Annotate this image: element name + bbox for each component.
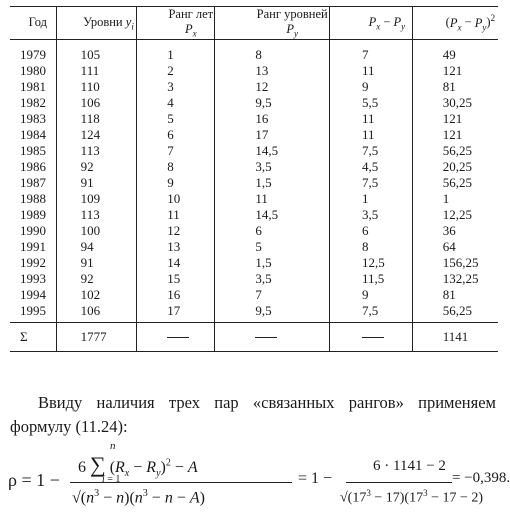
cell-rank-level: 8 xyxy=(215,39,330,63)
cell-year: 1984 xyxy=(10,127,56,143)
cell-rank-year: 3 xyxy=(137,79,215,95)
cell-year: 1985 xyxy=(10,143,56,159)
table-row xyxy=(10,79,498,95)
cell-rank-level: 11 xyxy=(215,191,330,207)
cell-rank-diff-sq: 56,25 xyxy=(412,143,498,159)
cell-year: 1994 xyxy=(10,287,56,303)
cell-rank-level: 5 xyxy=(215,239,330,255)
cell-rank-diff: 9 xyxy=(330,79,413,95)
formula-lhs: ρ = 1 − xyxy=(8,470,60,490)
formula-sum-bottom: i = 1 xyxy=(102,474,121,485)
col-header-levels: Уровни $y_i$ xyxy=(56,7,137,40)
table-row xyxy=(10,255,498,271)
rank-table xyxy=(10,6,498,352)
formula-den1: $√(n^3 - n)(n^3 - n - A)$ xyxy=(72,488,205,507)
table-row xyxy=(10,303,498,323)
formula-den2: $√(17^3 - 17)(17^3 - 17 - 2)$ xyxy=(340,488,484,506)
formula-num2: 6 · 1141 − 2 xyxy=(373,458,446,474)
cell-rank-level: 14,5 xyxy=(215,143,330,159)
col-header-year: Год xyxy=(10,7,56,40)
cell-rank-diff: 7,5 xyxy=(330,303,413,323)
sum-levels: 1777 xyxy=(56,322,137,351)
cell-level: 94 xyxy=(56,239,137,255)
cell-rank-diff: 9 xyxy=(330,287,413,303)
spearman-formula xyxy=(8,440,500,524)
table-row xyxy=(10,143,498,159)
cell-rank-level: 9,5 xyxy=(215,303,330,323)
cell-rank-diff-sq: 12,25 xyxy=(412,207,498,223)
table-sum-row xyxy=(10,322,498,351)
cell-rank-level: 3,5 xyxy=(215,159,330,175)
cell-rank-year: 12 xyxy=(137,223,215,239)
cell-rank-diff-sq: 30,25 xyxy=(412,95,498,111)
cell-rank-level: 1,5 xyxy=(215,255,330,271)
cell-rank-diff: 5,5 xyxy=(330,95,413,111)
table-row xyxy=(10,127,498,143)
sum-rank-diff-sq: 1141 xyxy=(412,322,498,351)
cell-level: 106 xyxy=(56,303,137,323)
cell-rank-diff: 8 xyxy=(330,239,413,255)
cell-year: 1986 xyxy=(10,159,56,175)
table-row xyxy=(10,271,498,287)
cell-rank-diff-sq: 81 xyxy=(412,287,498,303)
cell-rank-level: 16 xyxy=(215,111,330,127)
cell-level: 124 xyxy=(56,127,137,143)
cell-rank-level: 9,5 xyxy=(215,95,330,111)
cell-rank-year: 1 xyxy=(137,39,215,63)
cell-rank-diff-sq: 132,25 xyxy=(412,271,498,287)
cell-rank-diff-sq: 36 xyxy=(412,223,498,239)
table-row xyxy=(10,191,498,207)
cell-rank-year: 9 xyxy=(137,175,215,191)
cell-year: 1993 xyxy=(10,271,56,287)
cell-year: 1995 xyxy=(10,303,56,323)
cell-rank-diff: 7,5 xyxy=(330,175,413,191)
cell-level: 110 xyxy=(56,79,137,95)
cell-year: 1987 xyxy=(10,175,56,191)
cell-rank-year: 6 xyxy=(137,127,215,143)
cell-rank-diff-sq: 81 xyxy=(412,79,498,95)
sum-rank-diff xyxy=(330,322,413,351)
body-paragraph: Ввиду наличия трех пар «связанных рангов» применяем формулу (11.24): xyxy=(10,393,496,436)
table-row xyxy=(10,39,498,63)
cell-year: 1980 xyxy=(10,63,56,79)
cell-rank-diff-sq: 121 xyxy=(412,127,498,143)
cell-rank-year: 2 xyxy=(137,63,215,79)
cell-rank-level: 14,5 xyxy=(215,207,330,223)
cell-rank-diff: 4,5 xyxy=(330,159,413,175)
sum-rank-levels xyxy=(215,322,330,351)
cell-rank-year: 16 xyxy=(137,287,215,303)
cell-rank-year: 14 xyxy=(137,255,215,271)
cell-rank-year: 7 xyxy=(137,143,215,159)
cell-rank-year: 11 xyxy=(137,207,215,223)
cell-level: 105 xyxy=(56,39,137,63)
cell-rank-diff-sq: 156,25 xyxy=(412,255,498,271)
cell-rank-year: 8 xyxy=(137,159,215,175)
cell-rank-year: 10 xyxy=(137,191,215,207)
sum-symbol: Σ xyxy=(10,322,56,351)
cell-year: 1979 xyxy=(10,39,56,63)
col-header-rank-diff-sq: $(P_x - P_y)^2$ xyxy=(412,7,498,40)
cell-year: 1981 xyxy=(10,79,56,95)
cell-year: 1990 xyxy=(10,223,56,239)
cell-rank-diff: 7 xyxy=(330,39,413,63)
col-header-rank-years: Ранг лет $P_x$ xyxy=(137,7,215,40)
table-row xyxy=(10,159,498,175)
cell-rank-level: 12 xyxy=(215,79,330,95)
cell-rank-level: 17 xyxy=(215,127,330,143)
cell-level: 106 xyxy=(56,95,137,111)
cell-level: 91 xyxy=(56,175,137,191)
table-row xyxy=(10,63,498,79)
cell-rank-diff: 11 xyxy=(330,63,413,79)
cell-rank-year: 17 xyxy=(137,303,215,323)
cell-rank-diff-sq: 56,25 xyxy=(412,303,498,323)
formula-mid: = 1 − xyxy=(298,470,333,487)
cell-year: 1988 xyxy=(10,191,56,207)
cell-level: 92 xyxy=(56,271,137,287)
cell-rank-diff: 7,5 xyxy=(330,143,413,159)
cell-rank-year: 5 xyxy=(137,111,215,127)
cell-year: 1992 xyxy=(10,255,56,271)
cell-rank-year: 4 xyxy=(137,95,215,111)
cell-year: 1991 xyxy=(10,239,56,255)
cell-level: 92 xyxy=(56,159,137,175)
cell-rank-diff-sq: 49 xyxy=(412,39,498,63)
table-row xyxy=(10,223,498,239)
cell-level: 111 xyxy=(56,63,137,79)
cell-rank-diff: 6 xyxy=(330,223,413,239)
cell-rank-diff: 11 xyxy=(330,111,413,127)
cell-rank-diff: 3,5 xyxy=(330,207,413,223)
table-row xyxy=(10,175,498,191)
cell-year: 1989 xyxy=(10,207,56,223)
cell-level: 102 xyxy=(56,287,137,303)
cell-rank-diff-sq: 121 xyxy=(412,63,498,79)
cell-rank-diff: 12,5 xyxy=(330,255,413,271)
cell-rank-level: 13 xyxy=(215,63,330,79)
cell-rank-diff-sq: 121 xyxy=(412,111,498,127)
cell-rank-level: 7 xyxy=(215,287,330,303)
cell-rank-diff: 11,5 xyxy=(330,271,413,287)
cell-rank-diff-sq: 56,25 xyxy=(412,175,498,191)
table-row xyxy=(10,239,498,255)
col-header-rank-diff: $P_x - P_y$ xyxy=(330,7,413,40)
cell-rank-diff: 11 xyxy=(330,127,413,143)
cell-rank-year: 13 xyxy=(137,239,215,255)
cell-rank-level: 1,5 xyxy=(215,175,330,191)
cell-rank-level: 3,5 xyxy=(215,271,330,287)
table-row xyxy=(10,111,498,127)
cell-level: 91 xyxy=(56,255,137,271)
formula-sum-top: n xyxy=(110,440,116,452)
col-header-rank-levels: Ранг уровней $P_y$ xyxy=(215,7,330,40)
table-header-row xyxy=(10,7,498,40)
fraction-line-1 xyxy=(70,482,292,483)
cell-level: 113 xyxy=(56,207,137,223)
cell-level: 100 xyxy=(56,223,137,239)
table-row xyxy=(10,207,498,223)
formula-result: = −0,398. xyxy=(452,470,510,486)
formula-num1: 6 ∑ $(R_x - R_y)^2 - A$ xyxy=(78,452,198,480)
cell-rank-diff: 1 xyxy=(330,191,413,207)
cell-rank-year: 15 xyxy=(137,271,215,287)
cell-rank-diff-sq: 1 xyxy=(412,191,498,207)
cell-year: 1983 xyxy=(10,111,56,127)
cell-level: 118 xyxy=(56,111,137,127)
cell-level: 109 xyxy=(56,191,137,207)
cell-rank-diff-sq: 64 xyxy=(412,239,498,255)
cell-rank-level: 6 xyxy=(215,223,330,239)
cell-year: 1982 xyxy=(10,95,56,111)
table-row xyxy=(10,95,498,111)
table-row xyxy=(10,287,498,303)
cell-rank-diff-sq: 20,25 xyxy=(412,159,498,175)
sum-rank-years xyxy=(137,322,215,351)
cell-level: 113 xyxy=(56,143,137,159)
